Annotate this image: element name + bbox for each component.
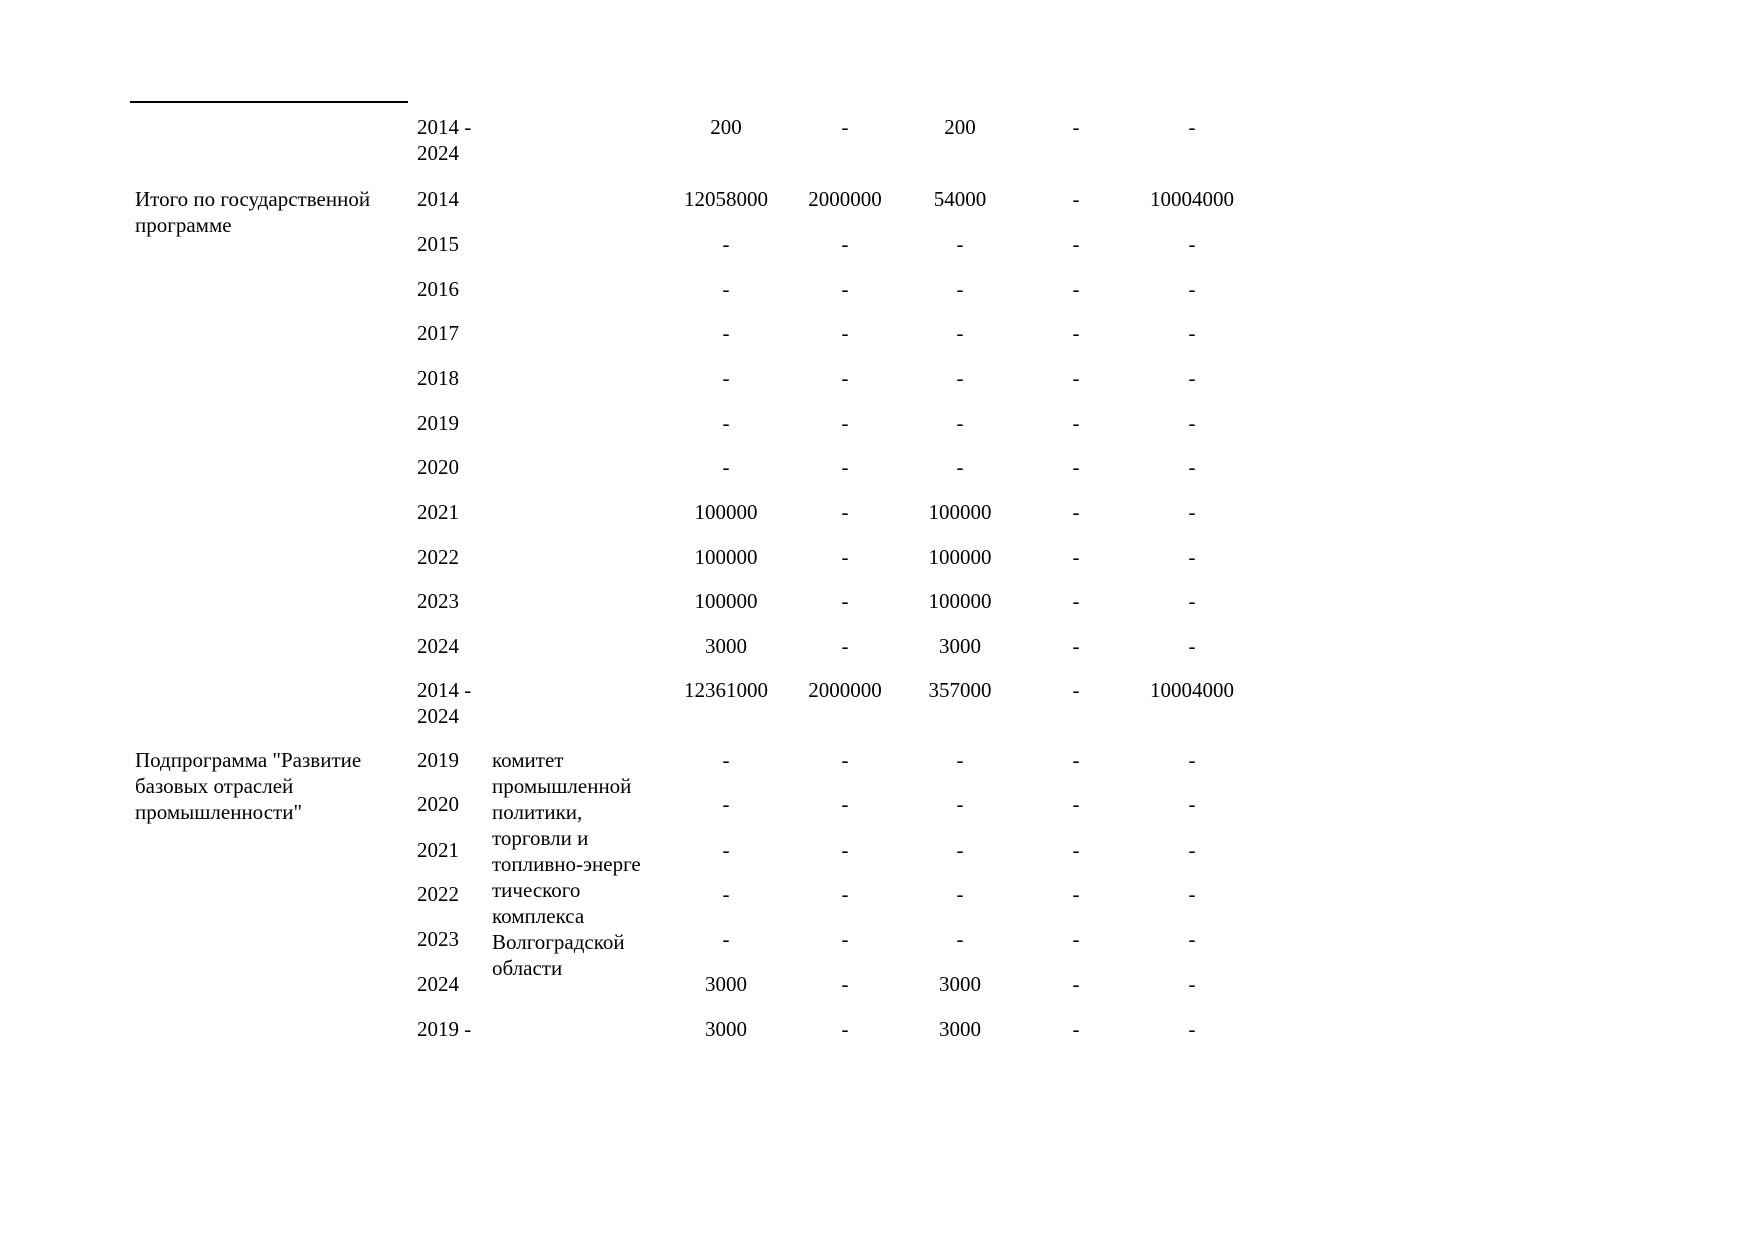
value-cell: - xyxy=(956,277,964,301)
executor-line: торговли и xyxy=(492,826,589,850)
value-cell: 3000 xyxy=(939,634,981,658)
year-cell: 2014 - 2024 xyxy=(417,115,472,165)
value-cell: - xyxy=(956,838,964,862)
value-cell: - xyxy=(1072,545,1080,569)
value-cell: - xyxy=(1188,500,1196,524)
value-cell: - xyxy=(841,545,849,569)
value-cell: - xyxy=(956,411,964,435)
value-cell: - xyxy=(1188,366,1196,390)
value-cell: 100000 xyxy=(694,589,758,613)
value-cell: - xyxy=(722,792,730,816)
year-cell: 2021 xyxy=(417,838,459,862)
value-cell: - xyxy=(841,366,849,390)
value-cell: - xyxy=(841,634,849,658)
value-cell: - xyxy=(841,1017,849,1041)
value-cell: - xyxy=(956,321,964,345)
value-cell: - xyxy=(1188,838,1196,862)
value-cell: - xyxy=(1072,187,1080,211)
value-cell: 3000 xyxy=(705,972,747,996)
year-cell: 2020 xyxy=(417,792,459,816)
year-cell: 2020 xyxy=(417,455,459,479)
value-cell: - xyxy=(722,838,730,862)
value-cell: - xyxy=(841,500,849,524)
year-cell: 2021 xyxy=(417,500,459,524)
value-cell: - xyxy=(956,232,964,256)
year-cell: 2019 xyxy=(417,748,459,772)
value-cell: - xyxy=(841,748,849,772)
value-cell: - xyxy=(722,366,730,390)
value-cell: - xyxy=(1072,882,1080,906)
executor-line: политики, xyxy=(492,800,583,824)
value-cell: - xyxy=(841,792,849,816)
value-cell: - xyxy=(841,277,849,301)
value-cell: - xyxy=(841,838,849,862)
value-cell: 3000 xyxy=(939,972,981,996)
value-cell: - xyxy=(1188,748,1196,772)
group-label-total-program: Итого по государственной программе xyxy=(135,187,371,237)
value-cell: 3000 xyxy=(705,634,747,658)
value-cell: 2000000 xyxy=(808,187,882,211)
value-cell: - xyxy=(1188,589,1196,613)
value-cell: - xyxy=(841,411,849,435)
year-cell: 2016 xyxy=(417,277,459,301)
value-cell: 12361000 xyxy=(684,678,768,702)
value-cell: 3000 xyxy=(705,1017,747,1041)
value-cell: - xyxy=(956,882,964,906)
executor-line: Волгоградской xyxy=(492,930,625,954)
value-cell: - xyxy=(1188,321,1196,345)
value-cell: 100000 xyxy=(928,545,992,569)
value-cell: - xyxy=(1072,366,1080,390)
value-cell: - xyxy=(1188,411,1196,435)
year-cell: 2019 - xyxy=(417,1017,472,1041)
value-cell: - xyxy=(956,455,964,479)
value-cell: - xyxy=(841,115,849,139)
value-cell: - xyxy=(841,589,849,613)
year-cell: 2023 xyxy=(417,589,459,613)
value-cell: - xyxy=(1072,927,1080,951)
value-cell: 10004000 xyxy=(1150,678,1234,702)
year-cell: 2019 xyxy=(417,411,459,435)
group-label-subprogram: Подпрограмма "Развитие базовых отраслей промышленности" xyxy=(135,748,362,824)
value-cell: - xyxy=(1072,232,1080,256)
value-cell: - xyxy=(722,411,730,435)
value-cell: - xyxy=(841,455,849,479)
value-cell: - xyxy=(1072,589,1080,613)
value-cell: - xyxy=(1072,500,1080,524)
executor-line: топливно-энерге xyxy=(492,852,641,876)
year-cell: 2015 xyxy=(417,232,459,256)
value-cell: - xyxy=(1188,1017,1196,1041)
value-cell: - xyxy=(1072,411,1080,435)
value-cell: 100000 xyxy=(694,500,758,524)
value-cell: - xyxy=(1072,972,1080,996)
value-cell: - xyxy=(722,455,730,479)
value-cell: 100000 xyxy=(928,500,992,524)
value-cell: - xyxy=(956,927,964,951)
value-cell: - xyxy=(722,277,730,301)
year-cell: 2022 xyxy=(417,882,459,906)
value-cell: - xyxy=(722,882,730,906)
value-cell: - xyxy=(956,792,964,816)
executor-line: промышленной xyxy=(492,774,632,798)
value-cell: 100000 xyxy=(928,589,992,613)
value-cell: - xyxy=(1072,678,1080,702)
executor-line: тического xyxy=(492,878,581,902)
value-cell: 12058000 xyxy=(684,187,768,211)
value-cell: - xyxy=(1188,972,1196,996)
value-cell: - xyxy=(1188,792,1196,816)
executor-line: комплекса xyxy=(492,904,585,928)
value-cell: - xyxy=(722,232,730,256)
value-cell: - xyxy=(1072,838,1080,862)
year-cell: 2018 xyxy=(417,366,459,390)
value-cell: - xyxy=(1188,277,1196,301)
value-cell: - xyxy=(1188,455,1196,479)
value-cell: - xyxy=(841,882,849,906)
year-cell: 2023 xyxy=(417,927,459,951)
value-cell: - xyxy=(841,927,849,951)
value-cell: - xyxy=(841,972,849,996)
year-cell: 2022 xyxy=(417,545,459,569)
value-cell: - xyxy=(841,321,849,345)
value-cell: 3000 xyxy=(939,1017,981,1041)
value-cell: 357000 xyxy=(928,678,992,702)
executor-line: комитет xyxy=(492,748,564,772)
executor-cell xyxy=(492,747,667,981)
executor-line: области xyxy=(492,956,563,980)
value-cell: - xyxy=(1072,115,1080,139)
year-cell: 2024 xyxy=(417,634,459,658)
value-cell: 200 xyxy=(944,115,976,139)
value-cell: - xyxy=(1188,545,1196,569)
value-cell: - xyxy=(1072,748,1080,772)
year-cell: 2017 xyxy=(417,321,459,345)
value-cell: - xyxy=(1188,882,1196,906)
value-cell: 2000000 xyxy=(808,678,882,702)
value-cell: 10004000 xyxy=(1150,187,1234,211)
year-cell: 2024 xyxy=(417,972,459,996)
value-cell: - xyxy=(1072,1017,1080,1041)
value-cell: - xyxy=(1072,455,1080,479)
value-cell: 54000 xyxy=(933,187,987,211)
value-cell: - xyxy=(956,366,964,390)
value-cell: - xyxy=(1072,277,1080,301)
value-cell: - xyxy=(1188,115,1196,139)
value-cell: - xyxy=(1072,321,1080,345)
value-cell: - xyxy=(956,748,964,772)
value-cell: - xyxy=(722,748,730,772)
value-cell: - xyxy=(1188,232,1196,256)
value-cell: - xyxy=(1188,927,1196,951)
value-cell: - xyxy=(841,232,849,256)
value-cell: - xyxy=(722,927,730,951)
value-cell: 200 xyxy=(710,115,742,139)
value-cell: - xyxy=(1072,634,1080,658)
table-top-rule xyxy=(130,101,408,103)
value-cell: - xyxy=(722,321,730,345)
year-cell: 2014 xyxy=(417,187,459,211)
value-cell: 100000 xyxy=(694,545,758,569)
value-cell: - xyxy=(1072,792,1080,816)
year-cell: 2014 - 2024 xyxy=(417,678,472,728)
value-cell: - xyxy=(1188,634,1196,658)
